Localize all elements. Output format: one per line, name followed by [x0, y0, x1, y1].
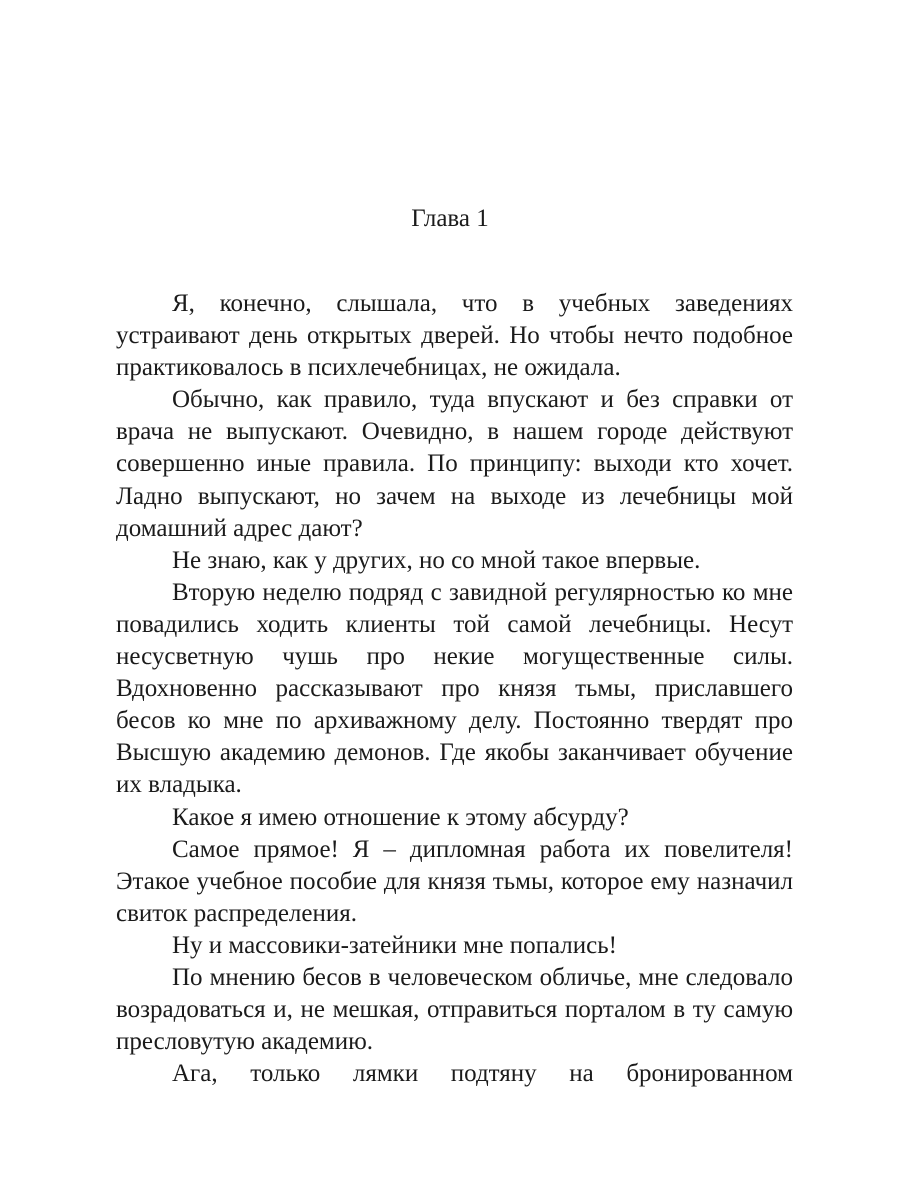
paragraph-6: Самое прямое! Я – дипломная работа их повелителя! Этакое учебное пособие для князя тьмы, которое ему назначил свиток распределения. [116, 835, 793, 927]
paragraph-8: По мнению бесов в человеческом обличье, мне следовало возрадоваться и, не мешкая, отправиться порталом в ту самую пресловутую академию. [116, 963, 793, 1056]
paragraph-5: Какое я имею отношение к этому абсурду? [172, 803, 629, 831]
chapter-title: Глава 1 [411, 205, 489, 232]
paragraph-1: Я, конечно, слышала, что в учебных заведениях устраивают день открытых дверей. Но чтобы нечто подобное практиковалось в психлечебницах, не ожидала. [116, 290, 793, 382]
paragraph-7: Ну и массовики-затейники мне попались! [172, 931, 617, 959]
paragraph-9: Ага, только лямки подтяну на бронированном [172, 1060, 793, 1088]
paragraph-2: Обычно, как правило, туда впускают и без справки от врача не выпускают. Очевидно, в нашем городе действуют совершенно иные правила. По принципу: выходи кто хочет. Ладно выпускают, но зачем на выходе из лечебницы мой домашний адрес дают? [116, 386, 793, 542]
paragraph-4: Вторую неделю подряд с завидной регулярностью ко мне повадились ходить клиенты той самой лечебницы. Несут несусветную чушь про некие могущественные силы. Вдохновенно рассказывают про князя тьмы, приславшего бесов ко мне по архиважному делу. Постоянно твердят про Высшую академию демонов. Где якобы заканчивает обучение их владыка. [116, 578, 793, 799]
paragraph-3: Не знаю, как у других, но со мной такое впервые. [172, 546, 701, 574]
chapter-body [116, 288, 793, 1090]
